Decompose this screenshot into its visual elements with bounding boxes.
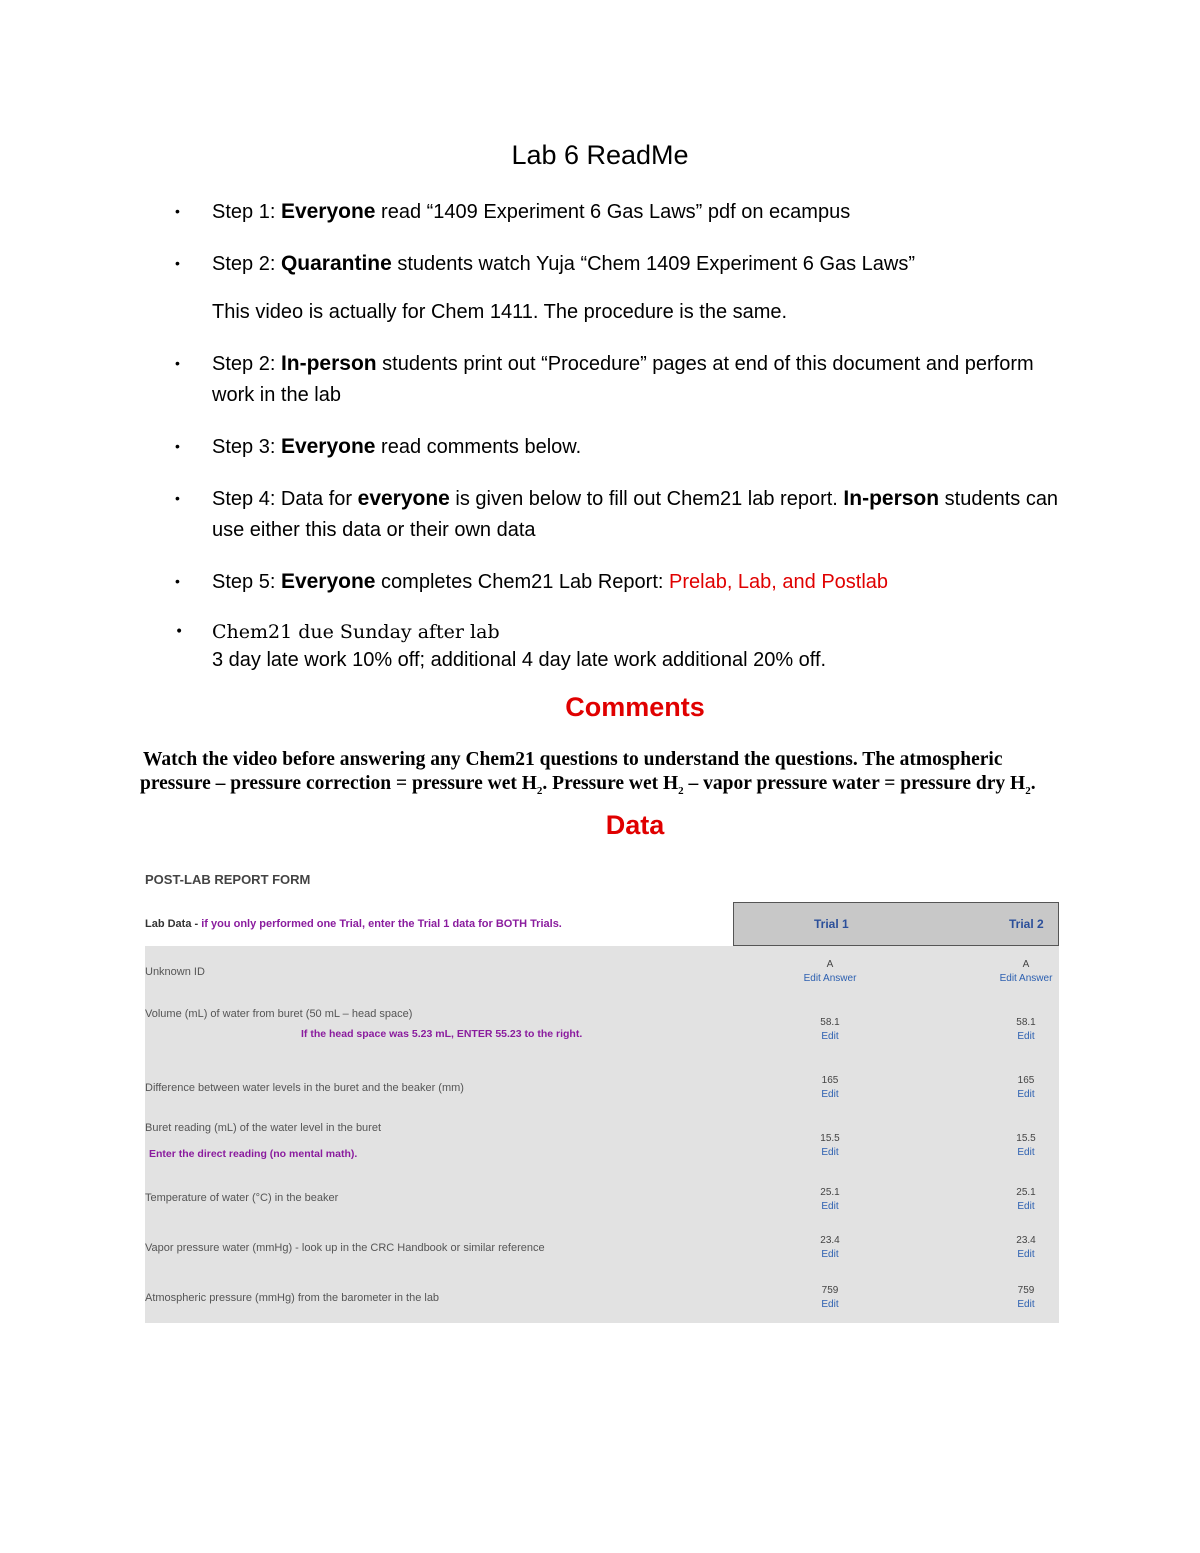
- step-note: This video is actually for Chem 1411. The procedure is the same.: [212, 301, 788, 323]
- edit-link[interactable]: Edit: [821, 1031, 839, 1042]
- bullet-icon: •: [175, 438, 180, 454]
- edit-answer-link[interactable]: Edit Answer: [803, 973, 857, 984]
- edit-link[interactable]: Edit: [1017, 1299, 1035, 1310]
- list-item: • Step 3: Everyone read comments below.: [172, 431, 1072, 463]
- list-item: • Step 2: In-person students print out “Procedure” pages at end of this document and perform work in the lab: [172, 348, 1072, 411]
- edit-link[interactable]: Edit: [821, 1299, 839, 1310]
- trial1-header: Trial 1: [814, 917, 849, 931]
- form-title: POST-LAB REPORT FORM: [145, 872, 311, 887]
- edit-link[interactable]: Edit: [1017, 1031, 1035, 1042]
- comments-paragraph: Watch the video before answering any Chem21 questions to understand the questions. The atmospheric pressure – pressure correction = pressure wet $H_2$. Pressure wet $H_2$ – vapor pressure water = pressure dry $H_2$.: [140, 749, 1036, 797]
- trials-header: [733, 902, 1059, 946]
- edit-link[interactable]: Edit: [821, 1147, 839, 1158]
- bullet-icon: •: [175, 490, 180, 506]
- list-item: • Step 5: Everyone completes Chem21 Lab Report: Prelab, Lab, and Postlab: [172, 566, 1072, 598]
- list-item: • Chem21 due Sunday after lab 3 day late work 10% off; additional 4 day late work additional 20% off.: [172, 618, 1072, 674]
- trial2-header: Trial 2: [1009, 917, 1044, 931]
- list-item: • Step 1: Everyone read “1409 Experiment 6 Gas Laws” pdf on ecampus: [172, 196, 1072, 228]
- edit-link[interactable]: Edit: [821, 1089, 839, 1100]
- edit-answer-link[interactable]: Edit Answer: [999, 973, 1053, 984]
- edit-link[interactable]: Edit: [1017, 1147, 1035, 1158]
- page-title: Lab 6 ReadMe: [511, 140, 689, 170]
- form-body: Unknown ID A Edit Answer A Edit Answer Volume (mL) of water from buret (50 mL – head space) If the head space was 5.23 mL, ENTER 55.23 to the right. 58.1 Edit 58.1 Edit Difference between water levels in the buret and the beaker (mm) 165 Edit 165 Edit Buret reading (mL) of the water level in the buret Enter the direct reading (no mental math). 15.5 Edit 15.5 Edit Temperature of water (°C) in the beaker 25.1 Edit 25.1 Edit Vapor pressure water (mmHg) - look up in the CRC Handbook or similar reference 23.4 Edit 23.4 Edit Atmospheric pressure (mmHg) from the barometer in the lab 759 Edit 759 Edit: [145, 946, 1059, 1323]
- comments-heading: Comments: [565, 692, 705, 722]
- red-text: Prelab, Lab, and Postlab: [669, 571, 889, 593]
- lab-data-header: Lab Data - if you only performed one Trial, enter the Trial 1 data for BOTH Trials.: [145, 902, 733, 946]
- list-item: • Step 4: Data for everyone is given below to fill out Chem21 lab report. In-person students can use either this data or their own data: [172, 483, 1072, 546]
- bullet-icon: •: [175, 355, 180, 371]
- data-heading: Data: [605, 810, 665, 840]
- bullet-icon: •: [175, 203, 180, 219]
- list-item: • Step 2: Quarantine students watch Yuja “Chem 1409 Experiment 6 Gas Laws” This video is actually for Chem 1411. The procedure is the same.: [172, 248, 1072, 328]
- edit-link[interactable]: Edit: [1017, 1089, 1035, 1100]
- edit-link[interactable]: Edit: [1017, 1249, 1035, 1260]
- form-header: [145, 902, 1059, 946]
- bullet-icon: •: [175, 573, 180, 589]
- bullet-icon: •: [175, 624, 184, 640]
- post-lab-report-form: [145, 866, 1059, 1323]
- edit-link[interactable]: Edit: [1017, 1201, 1035, 1212]
- edit-link[interactable]: Edit: [821, 1201, 839, 1212]
- bullet-icon: •: [175, 255, 180, 271]
- edit-link[interactable]: Edit: [821, 1249, 839, 1260]
- steps-list: [172, 196, 1072, 694]
